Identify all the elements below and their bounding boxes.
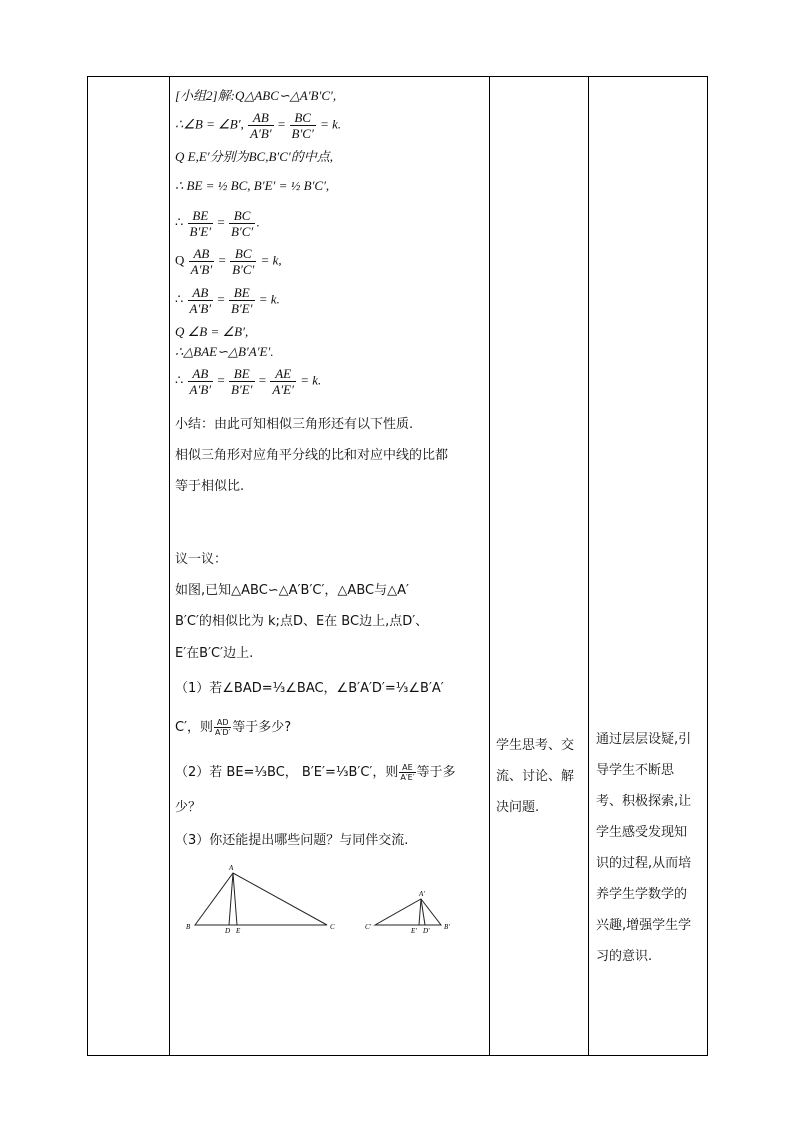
label-B: B: [186, 923, 191, 931]
solution-line-7: ∴ $\frac{AB}{A'B'}$ = $\frac{BE}{B'E'}$ = k.: [175, 285, 280, 316]
solution-line-5: ∴ $\frac{BE}{B'E'}$ = $\frac{BC}{B'C'}$ .: [175, 208, 260, 239]
fraction: $\frac{AB}{A'B'}$: [189, 366, 212, 397]
label-A-prime: A′: [419, 890, 425, 898]
question-2-line: 少？: [175, 800, 202, 815]
equation-text: ∴∠B = ∠B′,: [175, 116, 244, 132]
discussion-title: 议一议：: [175, 552, 228, 567]
fraction: $\frac{BE}{B'E'}$: [230, 285, 253, 316]
similar-triangles-figure: [183, 861, 473, 941]
fraction: $\frac{BE}{B'E'}$: [230, 366, 253, 397]
solution-line-9: ∴△BAE∽△B′A′E′.: [175, 344, 274, 359]
solution-line-4: ∴ BE = ½ BC, B′E′ = ½ B′C′,: [175, 178, 330, 193]
fraction: $\frac{AB}{A'B'}$: [190, 246, 213, 277]
summary-line: 相似三角形对应角平分线的比和对应中线的比都: [175, 448, 449, 463]
main-content-cell: [175, 76, 487, 1056]
label-E: E: [236, 927, 241, 935]
summary-line: 小结：由此可知相似三角形还有以下性质.: [175, 417, 414, 432]
fraction: $\frac{AE}{A'E'}$: [272, 366, 294, 397]
equation-text: = k.: [258, 291, 280, 307]
equation-text: = k.: [320, 116, 342, 132]
fraction: $\frac{AD}{A'D'}$: [215, 718, 231, 737]
design-intent-line: 导学生不断思: [596, 763, 675, 778]
label-D: D: [225, 927, 231, 935]
label-B-prime: B′: [444, 923, 450, 931]
fraction: $\frac{BC}{B'C'}$: [230, 208, 254, 239]
design-intent-line: 识的过程,从而培: [596, 856, 692, 871]
label-A: A: [229, 864, 234, 872]
design-intent-line: 学生感受发现知: [596, 825, 688, 840]
solution-line-8: Q ∠B = ∠B′,: [175, 324, 249, 339]
problem-line: E′在B′C′边上.: [175, 646, 254, 661]
label-C: C: [330, 923, 335, 931]
fraction: $\frac{BC}{B'C'}$: [232, 246, 255, 277]
problem-line: B′C′的相似比为 k;点D、E在 BC边上,点D′、: [175, 614, 429, 629]
design-intent-cell: [596, 724, 706, 972]
question-1-line: C′，则 $\frac{AD}{A'D'}$ 等于多少?: [175, 718, 292, 737]
summary-line: 等于相似比.: [175, 479, 245, 494]
fraction: $\frac{BE}{B'E'}$: [189, 208, 212, 239]
design-intent-line: 习的意识.: [596, 949, 653, 964]
label-E-prime: E′: [411, 927, 417, 935]
student-activity-line: 决问题.: [496, 800, 540, 815]
fraction: $\frac{AB}{A'B'}$: [250, 110, 272, 141]
triangle-abc: [195, 873, 327, 925]
student-activity-cell: [496, 730, 588, 823]
student-activity-line: 流、讨论、解: [496, 769, 575, 784]
design-intent-line: 考、积极探索,让: [596, 794, 692, 809]
design-intent-line: 兴趣,增强学生学: [596, 918, 692, 933]
label-C-prime: C′: [365, 923, 372, 931]
problem-line: 如图,已知△ABC∽△A′B′C′，△ABC与△A′: [175, 583, 409, 598]
question-3-line: （3）你还能提出哪些问题？与同伴交流.: [175, 833, 409, 848]
solution-line-10: ∴ $\frac{AB}{A'B'}$ = $\frac{BE}{B'E'}$ = $\frac{AE}{A'E'}$ = k.: [175, 366, 322, 397]
column-divider: [169, 77, 170, 1055]
solution-line-6: Q $\frac{AB}{A'B'}$ = $\frac{BC}{B'C'}$ = k,: [175, 246, 282, 277]
design-intent-line: 通过层层设疑,引: [596, 732, 692, 747]
fraction: $\frac{AE}{A'E'}$: [400, 763, 415, 782]
solution-line-1: [小组2]解:Q△ABC∽△A′B′C′,: [175, 88, 337, 103]
triangle-a-prime-b-prime-c-prime: [375, 899, 441, 925]
column-divider: [588, 77, 589, 1055]
design-intent-line: 养学生学数学的: [596, 887, 688, 902]
label-D-prime: D′: [423, 927, 430, 935]
equation-text: = k,: [260, 252, 282, 268]
question-1-line: （1）若∠BAD=⅓∠BAC，∠B′A′D′=⅓∠B′A′: [175, 681, 444, 696]
column-divider: [489, 77, 490, 1055]
student-activity-line: 学生思考、交: [496, 738, 575, 753]
solution-line-2: ∴∠B = ∠B′, $\frac{AB}{A'B'}$ = $\frac{BC}{B'C'}$ = k.: [175, 110, 342, 141]
solution-line-3: Q E,E′分别为BC,B′C′的中点,: [175, 149, 334, 164]
equation-text: = k.: [300, 372, 322, 388]
fraction: $\frac{BC}{B'C'}$: [291, 110, 314, 141]
question-2-line: （2）若 BE=⅓BC， B′E′=⅓B′C′，则 $\frac{AE}{A'E'}$ 等于多: [175, 763, 456, 782]
fraction: $\frac{AB}{A'B'}$: [189, 285, 212, 316]
